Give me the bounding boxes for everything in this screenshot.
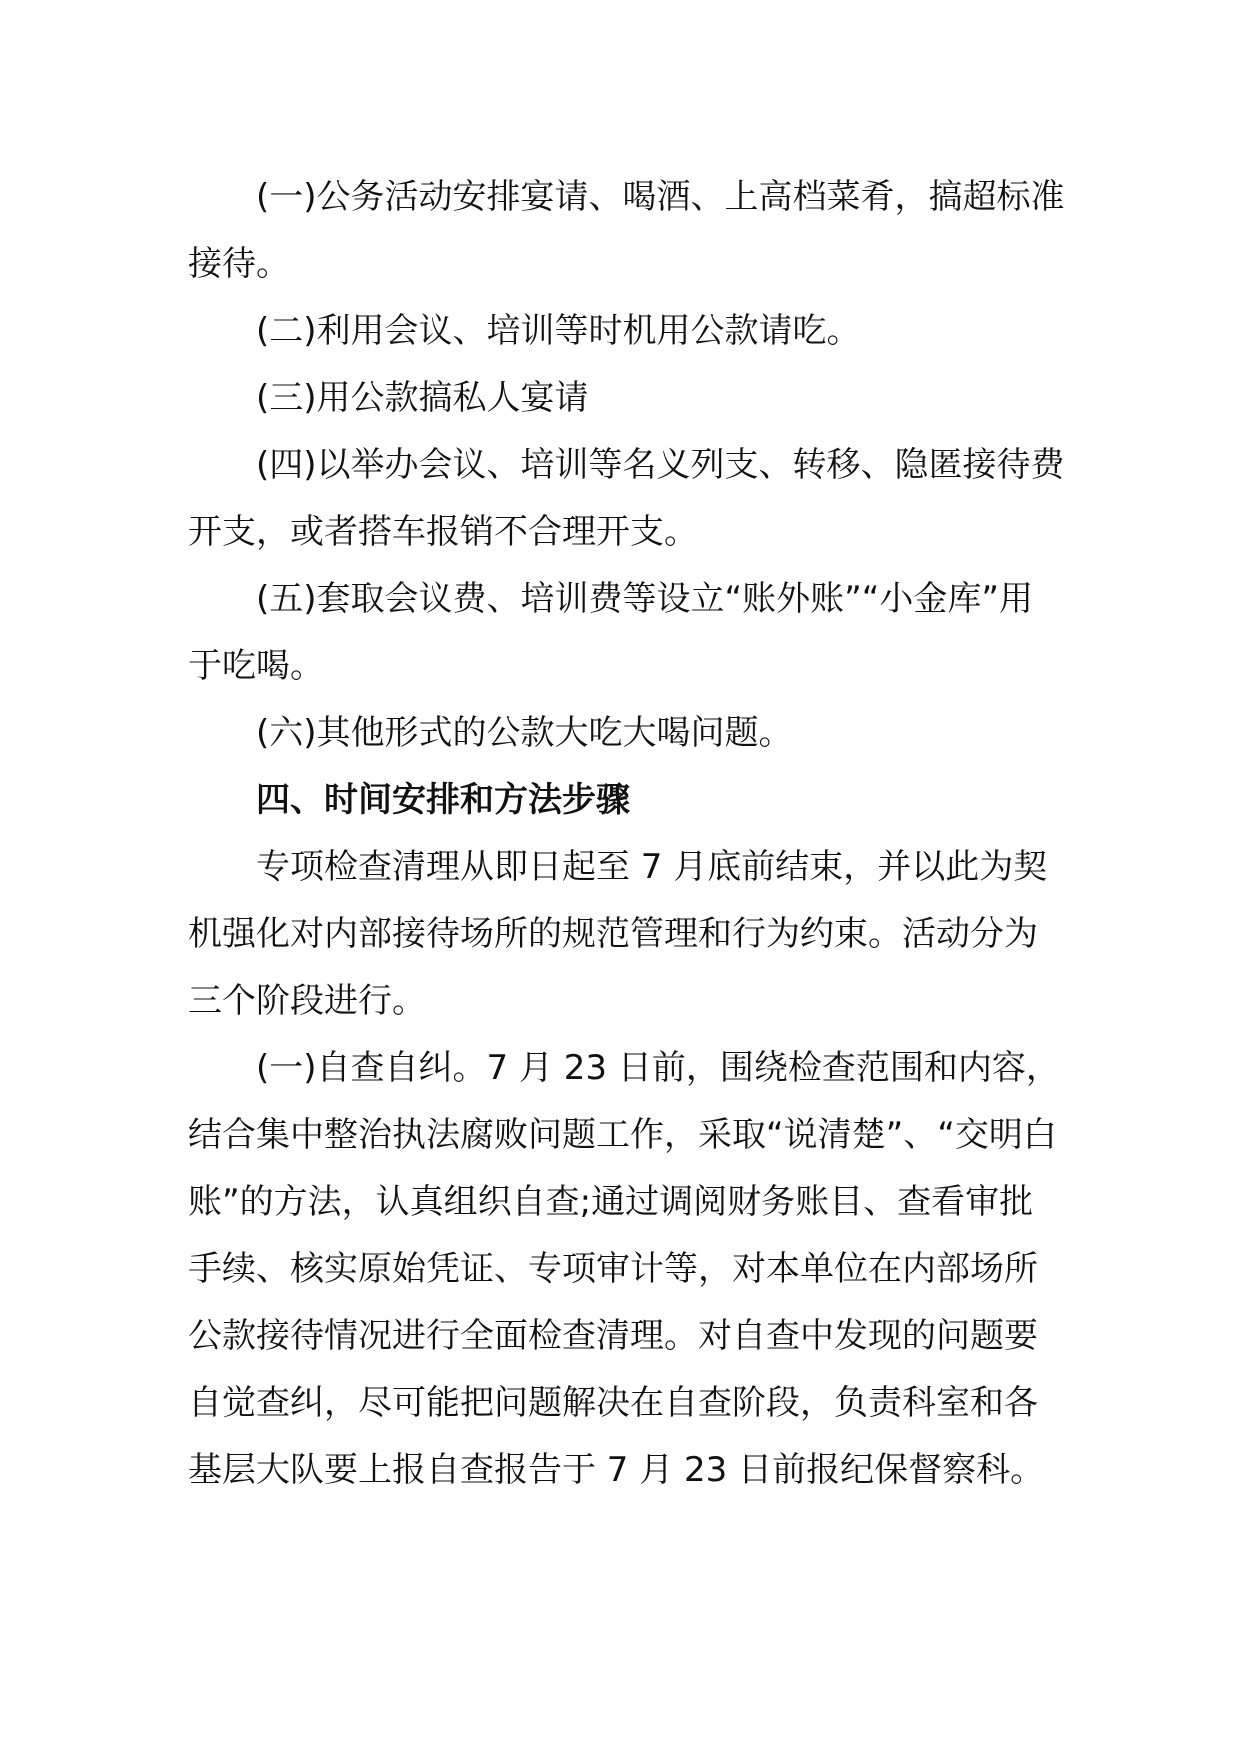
paragraph-item-2: (二)利用会议、培训等时机用公款请吃。 [256,311,861,351]
section-paragraph-2: (一)自查自纠。7 月 23 日前，围绕检查范围和内容，结合集中整治执法腐败问题工作，采取“说清楚”、“交明白账”的方法，认真组织自查;通过调阅财务账目、查看审批手续、核实原始凭证、专项审计等，对本单位在内部场所公款接待情况进行全面检查清理。对自查中发现的问题要自觉查纠，尽可能把问题解决在自查阶段，负责科室和各基层大队要上报自查报告于 7 月 23 日前报纪保督察科。 [188,1048,1060,1490]
paragraph-item-1: (一)公务活动安排宴请、喝酒、上高档菜肴，搞超标准接待。 [188,177,1065,284]
section-heading: 四、时间安排和方法步骤 [256,780,630,820]
paragraph-item-5: (五)套取会议费、培训费等设立“账外账”“小金库”用于吃喝。 [188,579,1033,686]
section-paragraph-1: 专项检查清理从即日起至 7 月底前结束，并以此为契机强化对内部接待场所的规范管理和行为约束。活动分为三个阶段进行。 [188,847,1048,1021]
paragraph-item-6: (六)其他形式的公款大吃大喝问题。 [256,713,793,753]
document-body [188,164,1066,1504]
paragraph-item-3: (三)用公款搞私人宴请 [256,378,589,418]
paragraph-item-4: (四)以举办会议、培训等名义列支、转移、隐匿接待费开支，或者搭车报销不合理开支。 [188,445,1065,552]
